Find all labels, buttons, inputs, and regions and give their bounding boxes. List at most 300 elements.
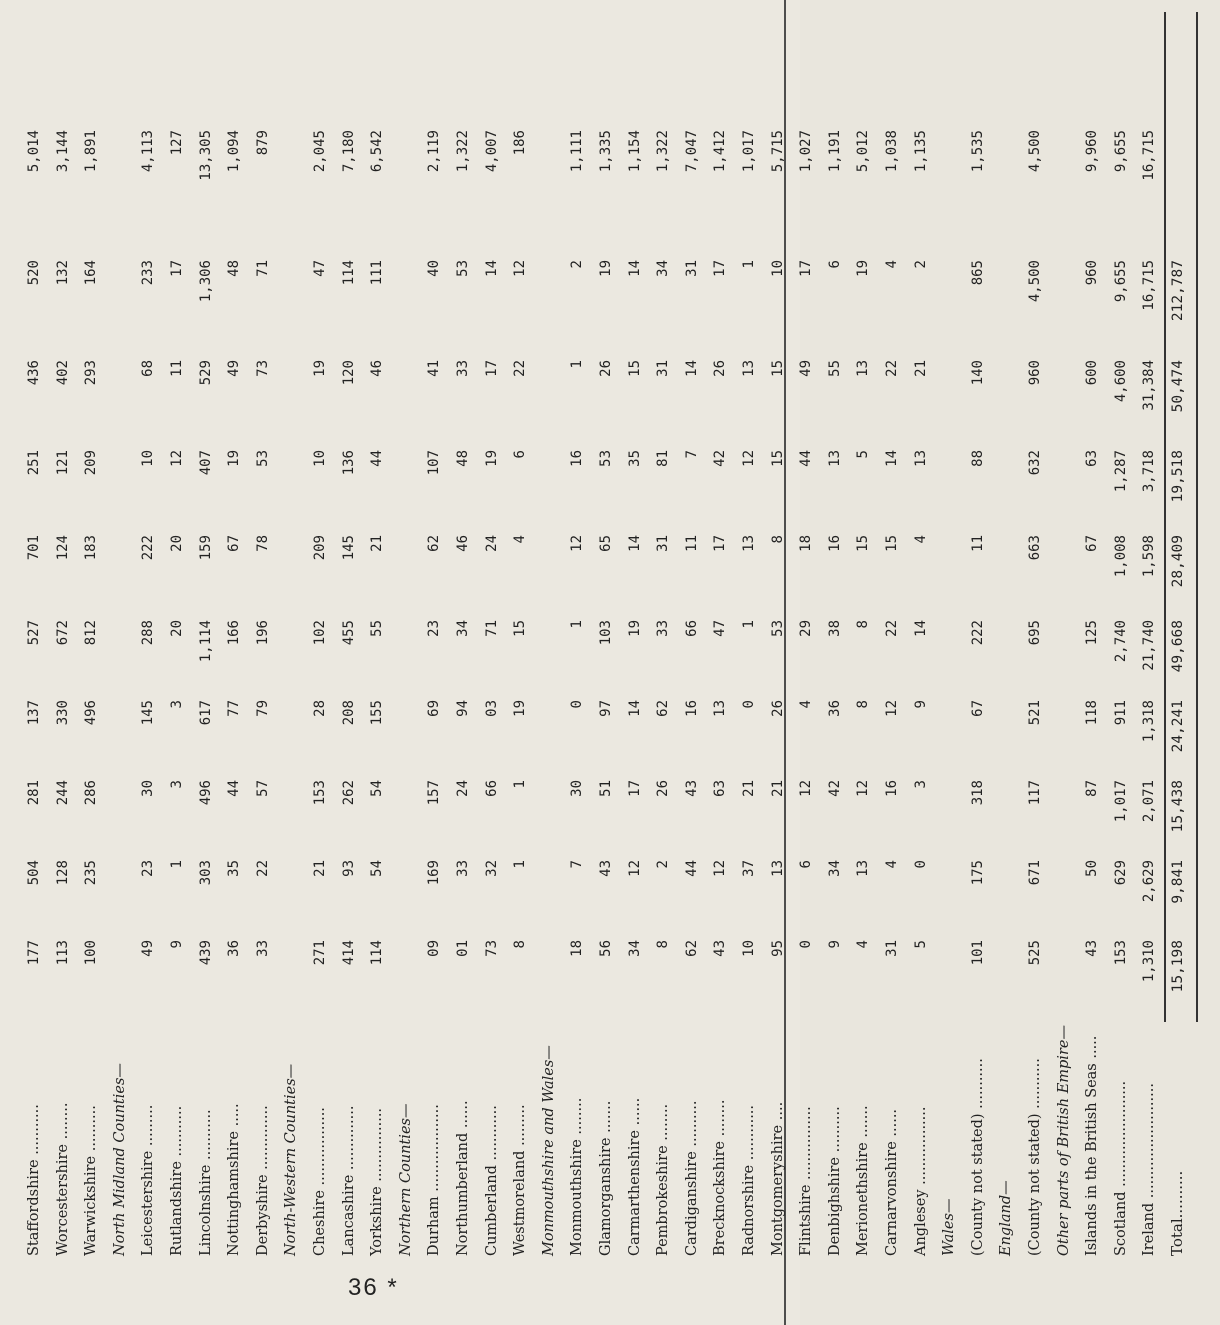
table-cell: 4,500 xyxy=(1027,130,1043,173)
table-cell: 35 xyxy=(226,860,243,877)
table-cell: 632 xyxy=(1027,450,1043,476)
table-cell: 12 xyxy=(855,780,872,797)
table-cell: 145 xyxy=(340,535,357,561)
table-cell: 63 xyxy=(1084,450,1101,467)
table-cell: 93 xyxy=(340,860,357,877)
table-cell: 9,655 xyxy=(1112,130,1129,173)
table-cell: 520 xyxy=(26,260,42,286)
table-cell: 911 xyxy=(1112,700,1129,726)
table-cell: 166 xyxy=(226,620,243,646)
table-cell: 53 xyxy=(455,260,471,277)
page-number: 36 * xyxy=(348,1274,399,1301)
table-cell: 13 xyxy=(826,450,843,467)
table-cell: 19 xyxy=(312,360,328,377)
county-label: Flintshire ................ xyxy=(798,1106,815,1256)
table-cell: 81 xyxy=(655,450,672,467)
table-cell: 455 xyxy=(340,620,357,646)
table-cell: 695 xyxy=(1027,620,1043,646)
table-cell: 17 xyxy=(626,780,643,797)
table-cell: 63 xyxy=(712,780,729,797)
table-cell: 0 xyxy=(912,860,929,869)
table-cell: 34 xyxy=(826,860,843,877)
table-cell: 8 xyxy=(855,700,872,709)
total-rule-bottom xyxy=(1196,12,1198,1022)
table-cell: 22 xyxy=(884,620,900,637)
table-cell: 21,740 xyxy=(1141,620,1158,671)
table-cell: 0 xyxy=(741,700,757,709)
table-cell: 54 xyxy=(369,780,386,797)
table-cell: 55 xyxy=(369,620,386,637)
table-cell: 35 xyxy=(626,450,643,467)
value-column-2 xyxy=(20,854,1220,932)
column-total: 49,668 xyxy=(1170,620,1186,673)
table-cell: 186 xyxy=(512,130,529,156)
table-cell: 0 xyxy=(798,940,815,949)
table-cell: 120 xyxy=(340,360,357,386)
table-cell: 11 xyxy=(683,535,700,552)
table-cell: 330 xyxy=(54,700,71,726)
table-cell: 4,007 xyxy=(483,130,500,173)
county-label: Warwickshire .......... xyxy=(83,1105,100,1256)
table-cell: 31,384 xyxy=(1141,360,1158,411)
table-cell: 8 xyxy=(855,620,872,629)
column-total: 212,787 xyxy=(1170,260,1186,322)
table-cell: 6,542 xyxy=(369,130,386,173)
table-cell: 439 xyxy=(197,940,214,966)
table-cell: 4,113 xyxy=(140,130,157,173)
table-cell: 17 xyxy=(712,535,729,552)
table-cell: 271 xyxy=(312,940,328,966)
total-label: Total.......... xyxy=(1168,1170,1186,1256)
table-cell: 288 xyxy=(140,620,157,646)
table-cell: 57 xyxy=(254,780,271,797)
table-cell: 44 xyxy=(226,780,243,797)
table-cell: 2 xyxy=(569,260,586,269)
table-cell: 53 xyxy=(598,450,614,467)
table-cell: 71 xyxy=(254,260,271,277)
table-cell: 26 xyxy=(712,360,729,377)
table-cell: 1 xyxy=(569,620,586,629)
value-column-8 xyxy=(20,354,1220,432)
table-cell: 5,014 xyxy=(26,130,42,173)
table-cell: 53 xyxy=(769,620,786,637)
table-cell: 293 xyxy=(83,360,100,386)
table-cell: 01 xyxy=(455,940,471,957)
table-cell: 153 xyxy=(312,780,328,806)
table-cell: 66 xyxy=(683,620,700,637)
table-cell: 14 xyxy=(626,700,643,717)
county-label: Westmoreland ......... xyxy=(512,1104,529,1256)
table-cell: 4 xyxy=(912,535,929,544)
table-cell: 529 xyxy=(197,360,214,386)
table-cell: 41 xyxy=(426,360,443,377)
table-cell: 128 xyxy=(54,860,71,886)
table-cell: 164 xyxy=(83,260,100,286)
table-cell: 19 xyxy=(626,620,643,637)
table-cell: 15 xyxy=(769,450,786,467)
table-cell: 600 xyxy=(1084,360,1101,386)
table-cell: 244 xyxy=(54,780,71,806)
table-cell: 28 xyxy=(312,700,328,717)
table-cell: 209 xyxy=(83,450,100,476)
table-cell: 16 xyxy=(683,700,700,717)
table-cell: 14 xyxy=(683,360,700,377)
table-cell: 1,008 xyxy=(1112,535,1129,578)
county-label: Durham ................... xyxy=(426,1104,443,1256)
column-total: 50,474 xyxy=(1170,360,1186,413)
table-cell: 7 xyxy=(683,450,700,459)
table-cell: 1 xyxy=(512,860,529,869)
table-cell: 0 xyxy=(569,700,586,709)
table-cell: 4,500 xyxy=(1027,260,1043,303)
county-label: Rutlandshire ........... xyxy=(169,1105,185,1256)
table-cell: 16 xyxy=(569,450,586,467)
table-cell: 54 xyxy=(369,860,386,877)
table-cell: 521 xyxy=(1027,700,1043,726)
table-cell: 17 xyxy=(798,260,815,277)
table-cell: 73 xyxy=(483,940,500,957)
table-cell: 2,045 xyxy=(312,130,328,173)
county-label: Staffordshire ........... xyxy=(26,1104,42,1256)
table-cell: 527 xyxy=(26,620,42,646)
county-label: Scotland ....................... xyxy=(1112,1080,1129,1256)
table-cell: 42 xyxy=(712,450,729,467)
table-cell: 67 xyxy=(969,700,986,717)
column-total: 15,438 xyxy=(1170,780,1186,833)
table-cell: 88 xyxy=(969,450,986,467)
table-cell: 11 xyxy=(969,535,986,552)
table-cell: 19 xyxy=(512,700,529,717)
table-cell: 4,600 xyxy=(1112,360,1129,403)
table-cell: 46 xyxy=(455,535,471,552)
table-cell: 1 xyxy=(741,620,757,629)
table-cell: 235 xyxy=(83,860,100,886)
table-cell: 407 xyxy=(197,450,214,476)
table-cell: 30 xyxy=(140,780,157,797)
table-cell: 6 xyxy=(512,450,529,459)
table-cell: 3,718 xyxy=(1141,450,1158,493)
table-cell: 03 xyxy=(483,700,500,717)
table-cell: 865 xyxy=(969,260,986,286)
table-cell: 13 xyxy=(912,450,929,467)
table-cell: 414 xyxy=(340,940,357,966)
table-cell: 18 xyxy=(798,535,815,552)
table-cell: 2 xyxy=(655,860,672,869)
table-cell: 15 xyxy=(855,535,872,552)
table-cell: 436 xyxy=(26,360,42,386)
table-cell: 79 xyxy=(254,700,271,717)
value-column-4 xyxy=(20,694,1220,772)
table-cell: 496 xyxy=(197,780,214,806)
table-cell: 22 xyxy=(884,360,900,377)
county-label: Lancashire .............. xyxy=(340,1105,357,1256)
county-label: Brecknockshire ........ xyxy=(712,1099,729,1256)
table-cell: 29 xyxy=(798,620,815,637)
county-label: (County not stated) ........... xyxy=(1027,1058,1043,1256)
table-cell: 124 xyxy=(54,535,71,561)
county-label: Cheshire ................. xyxy=(312,1107,328,1256)
table-cell: 1,891 xyxy=(83,130,100,173)
table-cell: 1,306 xyxy=(197,260,214,303)
table-cell: 31 xyxy=(655,535,672,552)
table-cell: 9 xyxy=(826,940,843,949)
table-cell: 30 xyxy=(569,780,586,797)
table-cell: 496 xyxy=(83,700,100,726)
table-cell: 137 xyxy=(26,700,42,726)
table-cell: 175 xyxy=(969,860,986,886)
table-cell: 1,310 xyxy=(1141,940,1158,983)
county-label: Nottinghamshire ..... xyxy=(226,1103,243,1256)
table-cell: 14 xyxy=(626,260,643,277)
table-cell: 68 xyxy=(140,360,157,377)
total-rule xyxy=(1164,12,1166,1022)
table-cell: 67 xyxy=(1084,535,1101,552)
table-cell: 51 xyxy=(598,780,614,797)
table-cell: 127 xyxy=(169,130,185,156)
table-cell: 16 xyxy=(826,535,843,552)
column-total: 9,841 xyxy=(1170,860,1186,904)
table-cell: 879 xyxy=(254,130,271,156)
table-cell: 49 xyxy=(140,940,157,957)
table-cell: 1,322 xyxy=(455,130,471,173)
table-cell: 15 xyxy=(512,620,529,637)
table-cell: 21 xyxy=(769,780,786,797)
table-cell: 1 xyxy=(512,780,529,789)
table-cell: 37 xyxy=(741,860,757,877)
section-heading: North Midland Counties— xyxy=(111,1063,128,1256)
table-cell: 15 xyxy=(626,360,643,377)
table-cell: 13 xyxy=(855,860,872,877)
table-cell: 1,114 xyxy=(197,620,214,663)
table-cell: 117 xyxy=(1027,780,1043,806)
county-label: Ireland ......................... xyxy=(1141,1083,1158,1256)
table-cell: 10 xyxy=(312,450,328,467)
table-cell: 38 xyxy=(826,620,843,637)
table-cell: 46 xyxy=(369,360,386,377)
table-cell: 18 xyxy=(569,940,586,957)
table-cell: 43 xyxy=(712,940,729,957)
table-cell: 55 xyxy=(826,360,843,377)
table-cell: 20 xyxy=(169,535,185,552)
county-label-column xyxy=(20,1027,1220,1262)
table-cell: 62 xyxy=(655,700,672,717)
table-cell: 12 xyxy=(798,780,815,797)
table-cell: 1,027 xyxy=(798,130,815,173)
table-cell: 33 xyxy=(455,360,471,377)
table-cell: 13 xyxy=(741,535,757,552)
table-cell: 4 xyxy=(855,940,872,949)
table-cell: 196 xyxy=(254,620,271,646)
section-heading: Wales— xyxy=(941,1198,958,1256)
county-label: Northumberland ...... xyxy=(455,1100,471,1256)
table-cell: 6 xyxy=(826,260,843,269)
table-cell: 12 xyxy=(169,450,185,467)
table-cell: 09 xyxy=(426,940,443,957)
table-cell: 209 xyxy=(312,535,328,561)
table-cell: 78 xyxy=(254,535,271,552)
table-cell: 812 xyxy=(83,620,100,646)
table-cell: 1 xyxy=(169,860,185,869)
table-cell: 26 xyxy=(769,700,786,717)
table-cell: 8 xyxy=(512,940,529,949)
table-cell: 62 xyxy=(426,535,443,552)
table-cell: 13 xyxy=(712,700,729,717)
table-cell: 9 xyxy=(169,940,185,949)
value-column-10 xyxy=(20,124,1220,202)
table-cell: 14 xyxy=(626,535,643,552)
table-cell: 7 xyxy=(569,860,586,869)
table-cell: 12 xyxy=(712,860,729,877)
table-cell: 22 xyxy=(254,860,271,877)
table-cell: 9,655 xyxy=(1112,260,1129,303)
table-cell: 8 xyxy=(655,940,672,949)
table-cell: 19 xyxy=(855,260,872,277)
table-cell: 43 xyxy=(1084,940,1101,957)
county-label: Monmouthshire ........ xyxy=(569,1097,586,1256)
table-cell: 10 xyxy=(140,450,157,467)
table-cell: 22 xyxy=(512,360,529,377)
table-cell: 504 xyxy=(26,860,42,886)
table-cell: 960 xyxy=(1027,360,1043,386)
table-cell: 31 xyxy=(884,940,900,957)
table-cell: 34 xyxy=(655,260,672,277)
table-cell: 44 xyxy=(683,860,700,877)
table-cell: 3 xyxy=(169,780,185,789)
table-cell: 617 xyxy=(197,700,214,726)
table-cell: 13 xyxy=(769,860,786,877)
section-heading: North-Western Counties— xyxy=(283,1063,300,1256)
table-cell: 114 xyxy=(340,260,357,286)
county-label: Leicestershire ......... xyxy=(140,1104,157,1256)
table-cell: 6 xyxy=(798,860,815,869)
table-cell: 26 xyxy=(655,780,672,797)
table-cell: 145 xyxy=(140,700,157,726)
table-cell: 1 xyxy=(569,360,586,369)
table-cell: 62 xyxy=(683,940,700,957)
table-cell: 1,094 xyxy=(226,130,243,173)
table-cell: 208 xyxy=(340,700,357,726)
table-cell: 42 xyxy=(826,780,843,797)
table-cell: 111 xyxy=(369,260,386,286)
table-cell: 1,038 xyxy=(884,130,900,173)
section-heading: Northern Counties— xyxy=(397,1103,414,1256)
table-cell: 169 xyxy=(426,860,443,886)
table-cell: 10 xyxy=(741,940,757,957)
table-cell: 44 xyxy=(369,450,386,467)
table-cell: 286 xyxy=(83,780,100,806)
table-cell: 262 xyxy=(340,780,357,806)
table-cell: 12 xyxy=(512,260,529,277)
table-cell: 15 xyxy=(884,535,900,552)
table-cell: 107 xyxy=(426,450,443,476)
table-cell: 671 xyxy=(1027,860,1043,886)
section-heading: Monmouthshire and Wales— xyxy=(540,1045,557,1256)
county-label: (County not stated) ........... xyxy=(969,1058,986,1256)
table-cell: 21 xyxy=(369,535,386,552)
table-cell: 19 xyxy=(483,450,500,467)
table-cell: 21 xyxy=(312,860,328,877)
table-cell: 3,144 xyxy=(54,130,71,173)
table-cell: 9,960 xyxy=(1084,130,1101,173)
county-label: Derbyshire .............. xyxy=(254,1105,271,1256)
table-cell: 16,715 xyxy=(1141,130,1158,181)
table-cell: 43 xyxy=(683,780,700,797)
table-cell: 8 xyxy=(769,535,786,544)
table-cell: 1,135 xyxy=(912,130,929,173)
table-cell: 48 xyxy=(455,450,471,467)
county-label: Islands in the British Seas ..... xyxy=(1084,1035,1101,1256)
table-cell: 402 xyxy=(54,360,71,386)
table-cell: 47 xyxy=(312,260,328,277)
table-cell: 4 xyxy=(798,700,815,709)
table-cell: 629 xyxy=(1112,860,1129,886)
table-cell: 16,715 xyxy=(1141,260,1158,311)
table-cell: 36 xyxy=(226,940,243,957)
table-cell: 159 xyxy=(197,535,214,561)
table-cell: 136 xyxy=(340,450,357,476)
table-cell: 1,412 xyxy=(712,130,729,173)
table-cell: 1,535 xyxy=(969,130,986,173)
table-cell: 19 xyxy=(598,260,614,277)
table-cell: 16 xyxy=(884,780,900,797)
section-heading: England— xyxy=(998,1180,1015,1256)
table-cell: 3 xyxy=(169,700,185,709)
table-cell: 140 xyxy=(969,360,986,386)
county-label: Yorkshire ................ xyxy=(369,1107,386,1256)
table-cell: 87 xyxy=(1084,780,1101,797)
table-cell: 153 xyxy=(1112,940,1129,966)
county-label: Cumberland ............ xyxy=(483,1105,500,1256)
county-label: Montgomeryshire .... xyxy=(769,1101,786,1256)
table-cell: 24 xyxy=(483,535,500,552)
table-cell: 13,305 xyxy=(197,130,214,181)
county-label: Carmarthenshire ...... xyxy=(626,1097,643,1256)
table-cell: 33 xyxy=(455,860,471,877)
table-cell: 14 xyxy=(884,450,900,467)
table-cell: 1,318 xyxy=(1141,700,1158,743)
table-cell: 23 xyxy=(426,620,443,637)
table-cell: 17 xyxy=(712,260,729,277)
table-cell: 12 xyxy=(569,535,586,552)
table-cell: 5,715 xyxy=(769,130,786,173)
table-cell: 65 xyxy=(598,535,614,552)
table-cell: 114 xyxy=(369,940,386,966)
column-total: 28,409 xyxy=(1170,535,1186,588)
table-cell: 118 xyxy=(1084,700,1101,726)
county-label: Lincolnshire ........... xyxy=(197,1109,214,1256)
table-cell: 71 xyxy=(483,620,500,637)
table-cell: 77 xyxy=(226,700,243,717)
table-cell: 40 xyxy=(426,260,443,277)
table-cell: 318 xyxy=(969,780,986,806)
value-column-6 xyxy=(20,529,1220,607)
value-column-9 xyxy=(20,254,1220,332)
table-cell: 73 xyxy=(254,360,271,377)
column-total: 24,241 xyxy=(1170,700,1186,753)
county-label: Radnorshire ............ xyxy=(741,1104,757,1256)
table-cell: 47 xyxy=(712,620,729,637)
table-cell: 183 xyxy=(83,535,100,561)
table-cell: 13 xyxy=(855,360,872,377)
county-label: Glamorganshire ....... xyxy=(598,1100,614,1256)
table-cell: 34 xyxy=(455,620,471,637)
table-cell: 233 xyxy=(140,260,157,286)
table-cell: 94 xyxy=(455,700,471,717)
table-cell: 7,180 xyxy=(340,130,357,173)
column-total: 15,198 xyxy=(1170,940,1186,993)
table-cell: 1,598 xyxy=(1141,535,1158,578)
county-label: Denbighshire .......... xyxy=(826,1106,843,1256)
